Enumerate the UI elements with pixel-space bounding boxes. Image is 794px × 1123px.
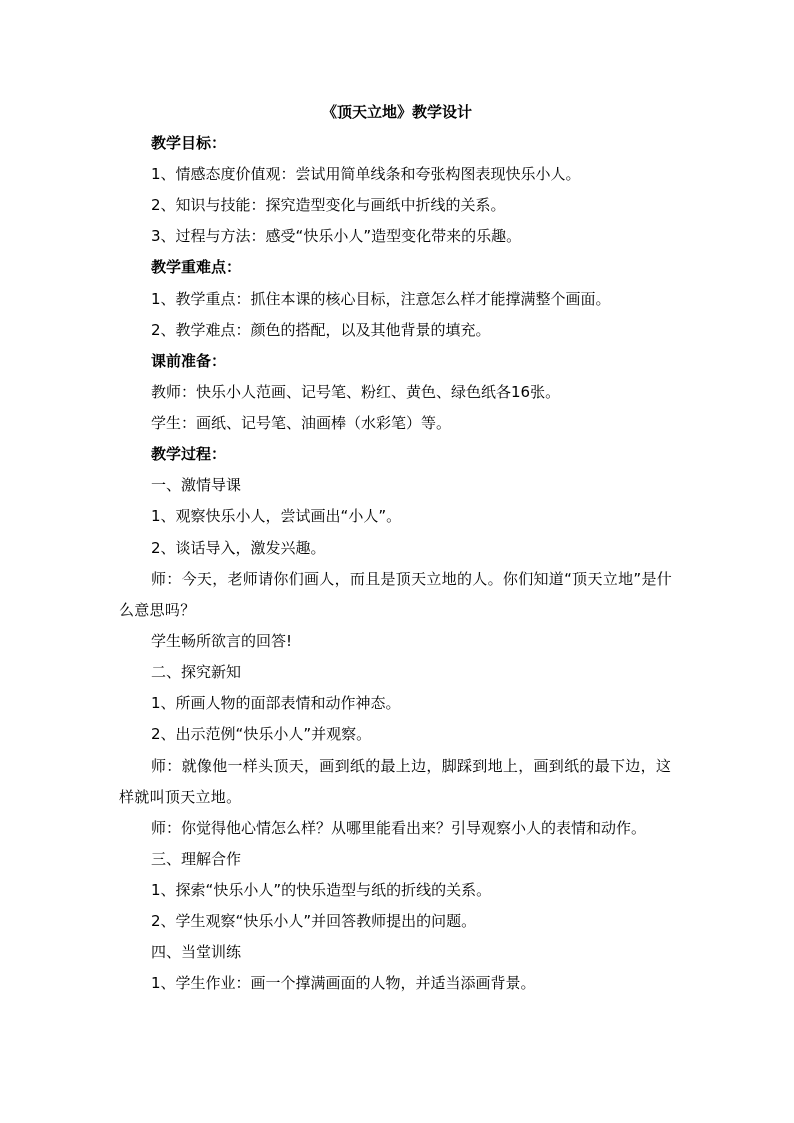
prep-item: 学生：画纸、记号笔、油画棒（水彩笔）等。 xyxy=(151,414,452,432)
section-heading: 一、激情导课 xyxy=(151,476,242,494)
section-item: 2、谈话导入，激发兴趣。 xyxy=(151,539,326,557)
prep-heading: 课前准备： xyxy=(151,352,227,370)
document-title: 《顶天立地》教学设计 xyxy=(321,103,472,121)
objectives-heading: 教学目标： xyxy=(151,134,227,152)
keypoint-item: 2、教学难点：颜色的搭配，以及其他背景的填充。 xyxy=(151,321,491,339)
prep-item: 教师：快乐小人范画、记号笔、粉红、黄色、绿色纸各16张。 xyxy=(151,383,561,401)
section-item: 1、所画人物的面部表情和动作神态。 xyxy=(151,694,401,712)
section-heading: 四、当堂训练 xyxy=(151,943,242,961)
keypoints-heading: 教学重难点： xyxy=(151,258,242,276)
section-paragraph: 师：就像他一样头顶天，画到纸的最上边，脚踩到地上，画到纸的最下边，这样就叫顶天立地。 xyxy=(119,757,672,806)
section-paragraph: 学生畅所欲言的回答! xyxy=(151,632,293,650)
objective-item: 2、知识与技能：探究造型变化与画纸中折线的关系。 xyxy=(151,196,506,214)
process-heading: 教学过程： xyxy=(151,445,227,463)
section-item: 1、观察快乐小人，尝试画出“小人”。 xyxy=(151,507,402,525)
objective-item: 3、过程与方法：感受“快乐小人”造型变化带来的乐趣。 xyxy=(151,227,522,245)
section-heading: 三、理解合作 xyxy=(151,850,242,868)
section-item: 2、学生观察“快乐小人”并回答教师提出的问题。 xyxy=(151,912,477,930)
keypoint-item: 1、教学重点：抓住本课的核心目标，注意怎么样才能撑满整个画面。 xyxy=(151,290,611,308)
section-paragraph: 师：你觉得他心情怎么样？从哪里能看出来？引导观察小人的表情和动作。 xyxy=(151,819,647,837)
section-heading: 二、探究新知 xyxy=(151,663,242,681)
section-item: 2、出示范例“快乐小人”并观察。 xyxy=(151,725,372,743)
objective-item: 1、情感态度价值观：尝试用简单线条和夸张构图表现快乐小人。 xyxy=(151,165,581,183)
section-item: 1、学生作业：画一个撑满画面的人物，并适当添画背景。 xyxy=(151,974,536,992)
section-item: 1、探索“快乐小人”的快乐造型与纸的折线的关系。 xyxy=(151,881,492,899)
section-paragraph: 师：今天，老师请你们画人，而且是顶天立地的人。你们知道“顶天立地”是什么意思吗？ xyxy=(119,570,673,619)
